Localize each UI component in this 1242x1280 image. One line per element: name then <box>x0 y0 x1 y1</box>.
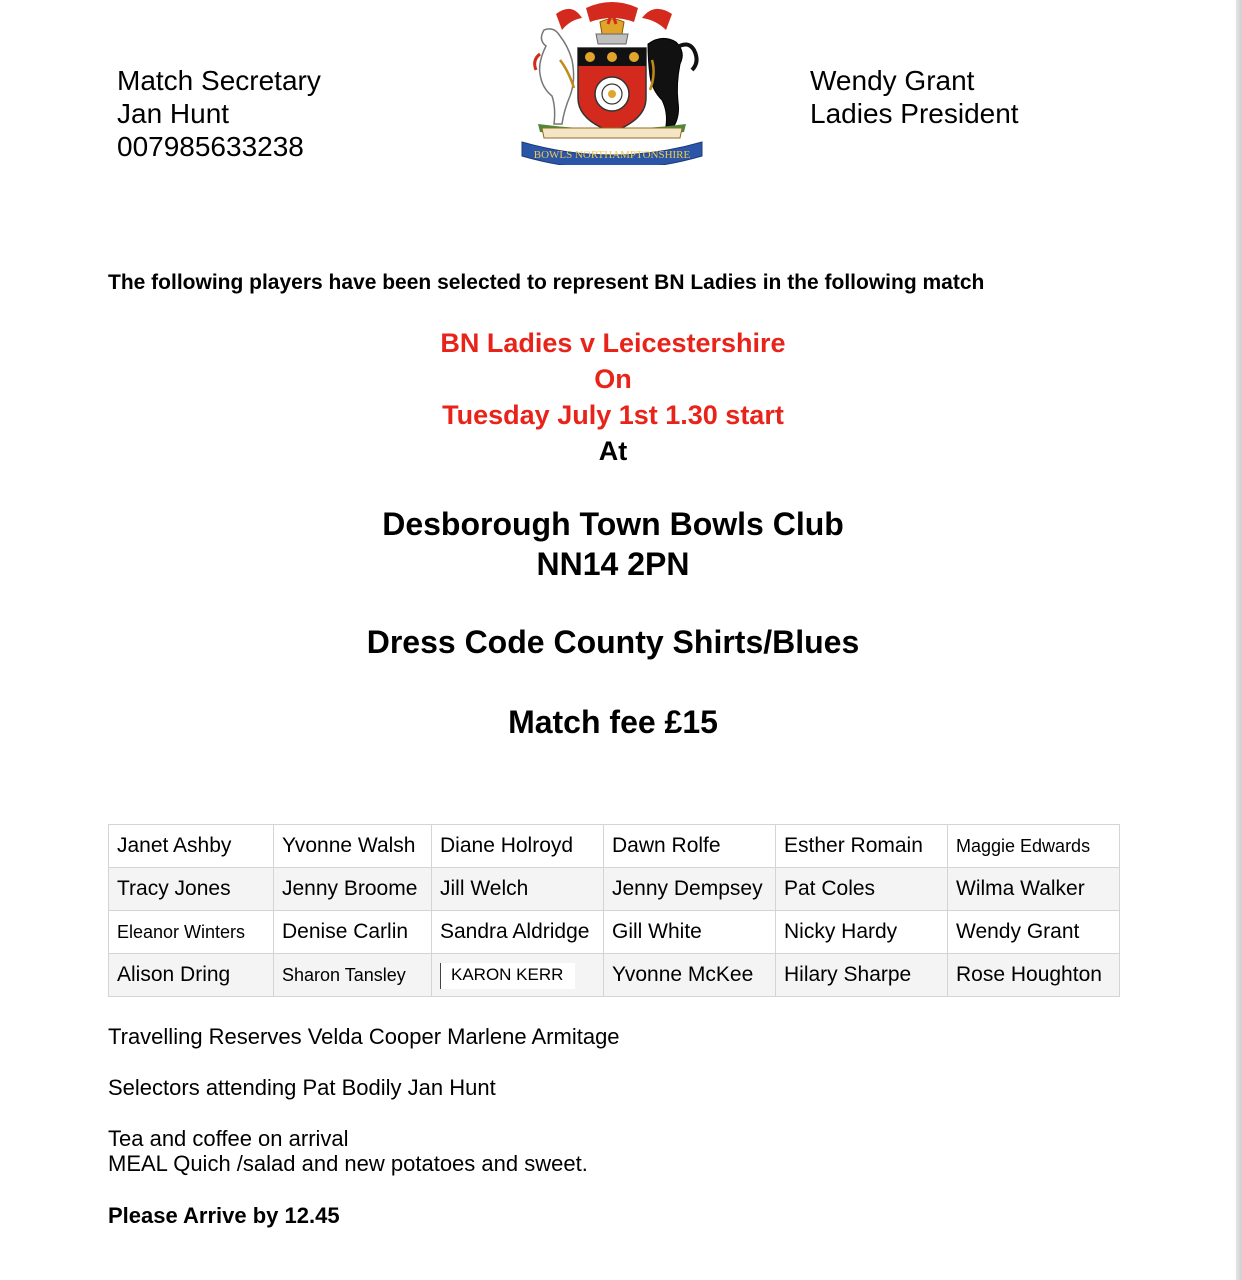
selectors-attending: Selectors attending Pat Bodily Jan Hunt <box>108 1075 496 1100</box>
match-on-label: On <box>594 364 632 394</box>
player-cell: Pat Coles <box>776 868 948 911</box>
match-secretary-block <box>117 64 321 163</box>
travelling-reserves: Travelling Reserves Velda Cooper Marlene Armitage <box>108 1024 620 1049</box>
refreshments-note: Tea and coffee on arrival <box>108 1126 349 1151</box>
player-cell: Sharon Tansley <box>274 954 432 997</box>
secretary-name: Jan Hunt <box>117 98 230 129</box>
match-date-time: Tuesday July 1st 1.30 start <box>442 400 784 430</box>
player-cell-inset <box>432 954 604 997</box>
player-cell: Nicky Hardy <box>776 911 948 954</box>
dress-code: Dress Code County Shirts/Blues <box>366 624 860 660</box>
venue-details <box>0 504 1226 584</box>
selection-intro: The following players have been selected to represent BN Ladies in the following match <box>108 271 985 294</box>
venue-postcode: NN14 2PN <box>536 546 690 582</box>
player-cell: Denise Carlin <box>274 911 432 954</box>
table-row <box>109 911 1120 954</box>
player-cell: Gill White <box>604 911 776 954</box>
match-fee: Match fee £15 <box>508 704 718 740</box>
player-cell: Diane Holroyd <box>432 825 604 868</box>
table-row <box>109 825 1120 868</box>
table-row <box>109 868 1120 911</box>
arrival-time-note: Please Arrive by 12.45 <box>108 1203 340 1228</box>
player-cell: Jenny Broome <box>274 868 432 911</box>
player-cell: Eleanor Winters <box>109 911 274 954</box>
player-cell: Tracy Jones <box>109 868 274 911</box>
player-cell: Wendy Grant <box>948 911 1120 954</box>
player-cell: Jenny Dempsey <box>604 868 776 911</box>
table-row <box>109 954 1120 997</box>
player-cell: Jill Welch <box>432 868 604 911</box>
player-cell: Rose Houghton <box>948 954 1120 997</box>
match-details <box>0 325 1226 469</box>
president-name: Wendy Grant <box>810 65 975 96</box>
player-cell: Hilary Sharpe <box>776 954 948 997</box>
president-title: Ladies President <box>810 98 1019 129</box>
player-cell: Janet Ashby <box>109 825 274 868</box>
meal-note: MEAL Quich /salad and new potatoes and sweet. <box>108 1151 588 1176</box>
secretary-title: Match Secretary <box>117 65 321 96</box>
player-cell: Yvonne McKee <box>604 954 776 997</box>
player-cell: Alison Dring <box>109 954 274 997</box>
crest-banner-text: BOWLS NORTHAMPTONSHIRE <box>533 149 691 161</box>
bowls-northamptonshire-crest-icon <box>516 0 708 165</box>
page-edge-shadow <box>1236 0 1242 1280</box>
venue-name: Desborough Town Bowls Club <box>382 506 844 542</box>
match-fixture: BN Ladies v Leicestershire <box>440 328 786 358</box>
ladies-president-block <box>810 64 1019 130</box>
player-cell: Dawn Rolfe <box>604 825 776 868</box>
secretary-phone: 007985633238 <box>117 131 304 162</box>
player-cell: Yvonne Walsh <box>274 825 432 868</box>
player-inset-box: KARON KERR <box>440 963 575 989</box>
match-at-label: At <box>598 436 628 466</box>
players-table <box>108 824 1120 997</box>
player-cell: Wilma Walker <box>948 868 1120 911</box>
player-cell: Esther Romain <box>776 825 948 868</box>
player-cell: Maggie Edwards <box>948 825 1120 868</box>
player-cell: Sandra Aldridge <box>432 911 604 954</box>
